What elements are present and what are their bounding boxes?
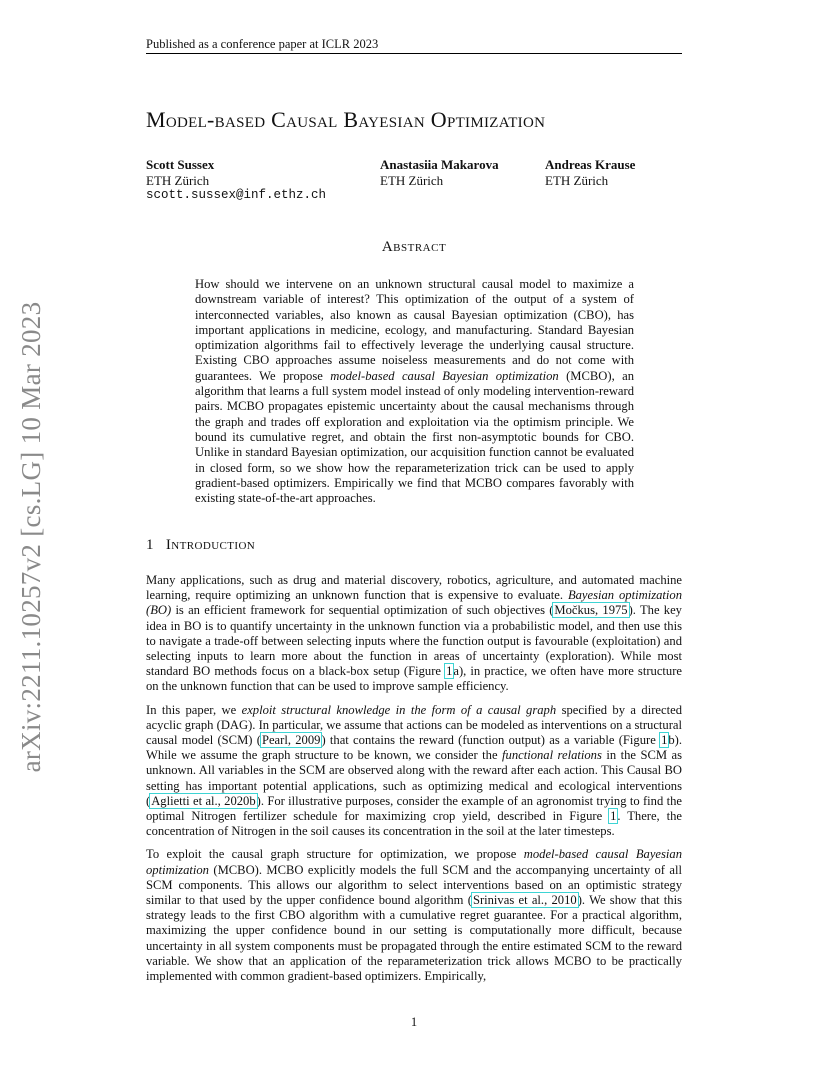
emphasis: model-based causal Bayesian optimization	[146, 847, 682, 877]
running-header: Published as a conference paper at ICLR 2023	[146, 37, 379, 51]
abstract-heading: Abstract	[381, 239, 447, 255]
citation-link[interactable]: Srinivas et al., 2010	[472, 893, 577, 908]
author-name: Scott Sussex	[146, 157, 215, 172]
text-span: In this paper, we	[146, 702, 242, 717]
text-span: is an efficient framework for sequential optimization of such objectives (	[171, 603, 554, 618]
citation-link[interactable]: Pearl, 2009	[261, 733, 321, 748]
emphasis: functional relations	[502, 748, 602, 763]
paragraph-3	[146, 847, 682, 984]
emphasis: Bayesian optimization (BO)	[146, 588, 682, 618]
author-affiliation: ETH Zürich	[146, 172, 210, 188]
author-block-2	[380, 157, 540, 188]
section-title: Introduction	[165, 537, 256, 553]
text-span: in the SCM as unknown. All variables in the SCM are observed along with the reward after each action. This Causal BO setting has important potential applications, such as optimizing medical and ecological interventions (	[146, 748, 682, 808]
introduction-body	[146, 573, 682, 992]
author-email[interactable]: scott.sussex@inf.ethz.ch	[146, 188, 327, 202]
abstract-text	[195, 277, 634, 506]
figure-reference-link[interactable]: 1	[610, 809, 617, 824]
figure-reference-link[interactable]: 1	[661, 733, 668, 748]
author-affiliation: ETH Zürich	[380, 172, 444, 188]
text-span: . There, the concentration of Nitrogen in the soil causes its concentration in the soil at the later timesteps.	[146, 809, 682, 839]
paragraph-1	[146, 573, 682, 695]
author-name: Anastasiia Makarova	[380, 157, 499, 172]
citation-link[interactable]: Aglietti et al., 2020b	[151, 793, 256, 808]
text-span: (MCBO). MCBO explicitly models the full SCM and the accompanying uncertainty of all SCM components. This allows our algorithm to select interventions based on an optimistic strategy similar to that used by the upper confidence bound algorithm (	[146, 862, 682, 908]
text-span: To exploit the causal graph structure for optimization, we propose	[146, 847, 524, 862]
page-number: 1	[410, 1015, 418, 1029]
text-span: ). The key idea in BO is to quantify uncertainty in the unknown function via a probabilistic model, and then use this to navigate a trade-off between selecting inputs where the function output is favourable (exploitation) and selecting inputs to learn more about the function in areas of uncertainty (exploration). While most standard BO methods focus on a black-box setup (Figure	[146, 603, 682, 679]
paper-title: Model-based Causal Bayesian Optimization	[146, 107, 546, 132]
author-block-3	[545, 157, 685, 188]
arxiv-identifier-stamp: arXiv:2211.10257v2 [cs.LG] 10 Mar 2023	[16, 301, 46, 773]
text-span: Many applications, such as drug and material discovery, robotics, agriculture, and automated machine learning, require optimizing an unknown function that is expensive to evaluate.	[146, 573, 682, 603]
header-rule	[146, 53, 682, 54]
author-name: Andreas Krause	[545, 157, 636, 172]
abstract-span: How should we intervene on an unknown structural causal model to maximize a downstream variable of interest? This optimization of the output of a system of interconnected variables, also known as causal Bayesian optimization (CBO), has important applications in medicine, ecology, and manufacturing. Standard Bayesian optimization algorithms fail to effectively leverage the underlying causal structure. Existing CBO approaches assume noiseless measurements and do not come with guarantees. We propose	[195, 277, 634, 383]
text-span: ) that contains the reward (function output) as a variable (Figure	[321, 733, 661, 748]
section-number: 1	[146, 537, 154, 553]
author-affiliation: ETH Zürich	[545, 172, 609, 188]
text-span: ). We show that this strategy leads to the first CBO algorithm with a cumulative regret guarantee. For a practical algorithm, maximizing the upper confidence bound in our setting is computationally more difficult, because uncertainty in all system components must be propagated through the entire estimated SCM to the reward variable. We show that an application of the reparameterization trick allows MCBO to be practically implemented with common gradient-based optimizers. Empirically,	[146, 893, 683, 984]
citation-link[interactable]: Močkus, 1975	[554, 603, 628, 618]
paragraph-2	[146, 703, 682, 840]
text-span: specified by a directed acyclic graph (DAG). In particular, we assume that actions can be modeled as interventions on a structural causal model (SCM) (	[146, 702, 682, 748]
author-block-1	[146, 157, 366, 204]
text-span: b). While we assume the graph structure to be known, we consider the	[146, 733, 682, 763]
figure-reference-link[interactable]: 1	[446, 664, 453, 679]
text-span: a), in practice, we often have more structure on the unknown function that can be used to improve sample efficiency.	[146, 664, 682, 694]
text-span: ). For illustrative purposes, consider the example of an agronomist trying to find the optimal Nitrogen fertilizer schedule for maximizing crop yield, described in Figure	[146, 793, 682, 824]
abstract-emphasis: model-based causal Bayesian optimization	[330, 368, 559, 383]
abstract-span: (MCBO), an algorithm that learns a full system model instead of only modeling intervention-reward pairs. MCBO propagates epistemic uncertainty about the causal mechanisms through the graph and trades off exploration and exploitation via the optimism principle. We bound its cumulative regret, and obtain the first non-asymptotic bounds for CBO. Unlike in standard Bayesian optimization, our acquisition function cannot be evaluated in closed form, so we show how the reparameterization trick can be used to apply gradient-based optimizers. Empirically we find that MCBO compares favorably with existing state-of-the-art approaches.	[195, 368, 634, 506]
emphasis: exploit structural knowledge in the form of a causal graph	[241, 702, 557, 717]
section-heading	[146, 537, 682, 554]
